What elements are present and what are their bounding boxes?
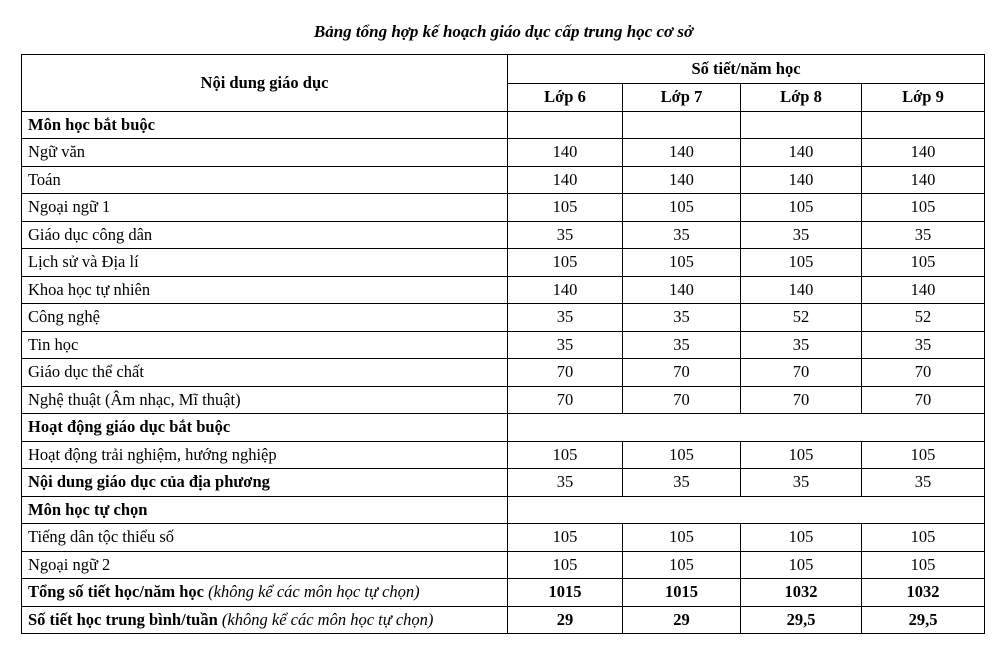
hours-cell: 29,5 (741, 606, 862, 634)
hours-cell: 140 (623, 139, 741, 167)
hours-cell: 70 (741, 386, 862, 414)
hours-cell: 35 (862, 221, 985, 249)
hours-cell: 105 (508, 249, 623, 277)
hours-cell: 105 (508, 441, 623, 469)
hours-cell (508, 111, 623, 139)
row-label (22, 194, 508, 222)
hours-cell: 70 (862, 386, 985, 414)
row-label (22, 111, 508, 139)
hours-cell: 105 (623, 524, 741, 552)
hours-cell: 29 (623, 606, 741, 634)
hours-cell: 105 (508, 524, 623, 552)
hours-cell: 1032 (741, 579, 862, 607)
row-label (22, 331, 508, 359)
hours-cell: 105 (862, 524, 985, 552)
row-label-text: Hoạt động giáo dục bắt buộc (28, 417, 231, 436)
row-label (22, 166, 508, 194)
row-label (22, 551, 508, 579)
hours-cell: 105 (741, 194, 862, 222)
table-row (22, 139, 985, 167)
row-label-text: Ngữ văn (28, 142, 86, 161)
hours-cell: 105 (508, 194, 623, 222)
row-note: (không kể các môn học tự chọn) (208, 582, 420, 601)
row-label (22, 441, 508, 469)
table-row (22, 469, 985, 497)
grade-header: Lớp 8 (741, 84, 862, 112)
hours-cell: 105 (741, 249, 862, 277)
hours-cell: 35 (741, 331, 862, 359)
table-row (22, 194, 985, 222)
hours-cell (623, 111, 741, 139)
hours-cell: 105 (741, 524, 862, 552)
table-row (22, 221, 985, 249)
row-label-text: Môn học tự chọn (28, 499, 148, 519)
hours-cell: 35 (741, 469, 862, 497)
hours-cell: 105 (623, 441, 741, 469)
table-row (22, 414, 985, 442)
hours-cell: 35 (623, 469, 741, 497)
table-row (22, 359, 985, 387)
hours-cell: 70 (862, 359, 985, 387)
row-label-text: Hoạt động trải nghiệm, hướng nghiệp (28, 444, 277, 464)
hours-cell: 140 (741, 276, 862, 304)
hours-cell: 29 (508, 606, 623, 634)
hours-cell: 52 (862, 304, 985, 332)
table-row (22, 606, 985, 634)
hours-cell: 140 (741, 139, 862, 167)
row-label-text: Tiếng dân tộc thiểu số (28, 527, 175, 546)
hours-cell: 35 (741, 221, 862, 249)
hours-cell: 35 (508, 331, 623, 359)
hours-cell: 70 (508, 386, 623, 414)
table-row (22, 111, 985, 139)
hours-cell: 35 (862, 469, 985, 497)
hours-cell: 35 (508, 469, 623, 497)
hours-cell: 35 (623, 331, 741, 359)
table-row (22, 524, 985, 552)
hours-cell: 140 (862, 139, 985, 167)
row-label-text: Tổng số tiết học/năm học (28, 582, 205, 601)
hours-cell: 105 (623, 194, 741, 222)
row-label (22, 414, 508, 442)
row-label (22, 606, 508, 634)
education-plan-table (21, 54, 985, 634)
row-label-text: Công nghệ (28, 307, 100, 326)
hours-cell: 1032 (862, 579, 985, 607)
hours-cell: 105 (741, 551, 862, 579)
empty-cell (508, 414, 985, 442)
hours-cell: 105 (623, 249, 741, 277)
hours-cell: 140 (862, 276, 985, 304)
table-row (22, 551, 985, 579)
hours-cell: 105 (623, 551, 741, 579)
hours-cell: 105 (741, 441, 862, 469)
hours-cell: 105 (862, 194, 985, 222)
hours-cell: 140 (741, 166, 862, 194)
hours-cell: 1015 (508, 579, 623, 607)
hours-cell: 70 (741, 359, 862, 387)
hours-cell: 35 (623, 221, 741, 249)
hours-cell: 140 (862, 166, 985, 194)
grade-header: Lớp 6 (508, 84, 623, 112)
hours-cell: 35 (623, 304, 741, 332)
table-row (22, 166, 985, 194)
row-label (22, 359, 508, 387)
row-label-text: Số tiết học trung bình/tuần (28, 609, 218, 629)
row-label-text: Lịch sử và Địa lí (28, 252, 139, 271)
hours-cell: 140 (623, 276, 741, 304)
hours-cell: 140 (508, 276, 623, 304)
row-label-text: Giáo dục thể chất (28, 362, 144, 381)
row-label-text: Giáo dục công dân (28, 224, 153, 244)
row-label-text: Nội dung giáo dục của địa phương (28, 472, 270, 491)
row-label-text: Ngoại ngữ 2 (28, 554, 111, 574)
hours-cell: 35 (508, 304, 623, 332)
hours-cell: 140 (623, 166, 741, 194)
row-label (22, 496, 508, 524)
hours-cell: 70 (623, 359, 741, 387)
row-label (22, 579, 508, 607)
table-row (22, 276, 985, 304)
row-label (22, 304, 508, 332)
row-label (22, 249, 508, 277)
table-row (22, 579, 985, 607)
content-column-header: Nội dung giáo dục (22, 55, 508, 112)
hours-cell: 105 (862, 551, 985, 579)
hours-cell: 105 (508, 551, 623, 579)
empty-cell (508, 496, 985, 524)
table-row (22, 441, 985, 469)
hours-cell: 105 (862, 441, 985, 469)
row-label (22, 386, 508, 414)
table-body (22, 111, 985, 634)
hours-cell: 140 (508, 166, 623, 194)
table-row (22, 496, 985, 524)
table-row (22, 249, 985, 277)
hours-cell: 35 (508, 221, 623, 249)
row-label-text: Tin học (28, 334, 79, 354)
row-note: (không kể các môn học tự chọn) (221, 609, 434, 629)
table-row (22, 386, 985, 414)
table-caption: Bảng tổng hợp kế hoạch giáo dục cấp trung học cơ sở (313, 22, 694, 41)
hours-cell (862, 111, 985, 139)
table-row (22, 304, 985, 332)
hours-cell: 35 (862, 331, 985, 359)
row-label-text: Khoa học tự nhiên (28, 279, 151, 299)
row-label (22, 469, 508, 497)
grade-header: Lớp 7 (623, 84, 741, 112)
hours-cell (741, 111, 862, 139)
row-label (22, 221, 508, 249)
hours-cell: 52 (741, 304, 862, 332)
row-label-text: Ngoại ngữ 1 (28, 197, 111, 216)
hours-group-header: Số tiết/năm học (508, 55, 985, 84)
grade-header: Lớp 9 (862, 84, 985, 112)
row-label (22, 524, 508, 552)
hours-cell: 70 (508, 359, 623, 387)
hours-cell: 70 (623, 386, 741, 414)
hours-cell: 1015 (623, 579, 741, 607)
row-label (22, 139, 508, 167)
row-label (22, 276, 508, 304)
hours-cell: 140 (508, 139, 623, 167)
hours-cell: 105 (862, 249, 985, 277)
row-label-text: Nghệ thuật (Âm nhạc, Mĩ thuật) (28, 389, 241, 409)
hours-cell: 29,5 (862, 606, 985, 634)
row-label-text: Toán (28, 169, 61, 189)
row-label-text: Môn học bắt buộc (28, 114, 155, 134)
table-row (22, 331, 985, 359)
